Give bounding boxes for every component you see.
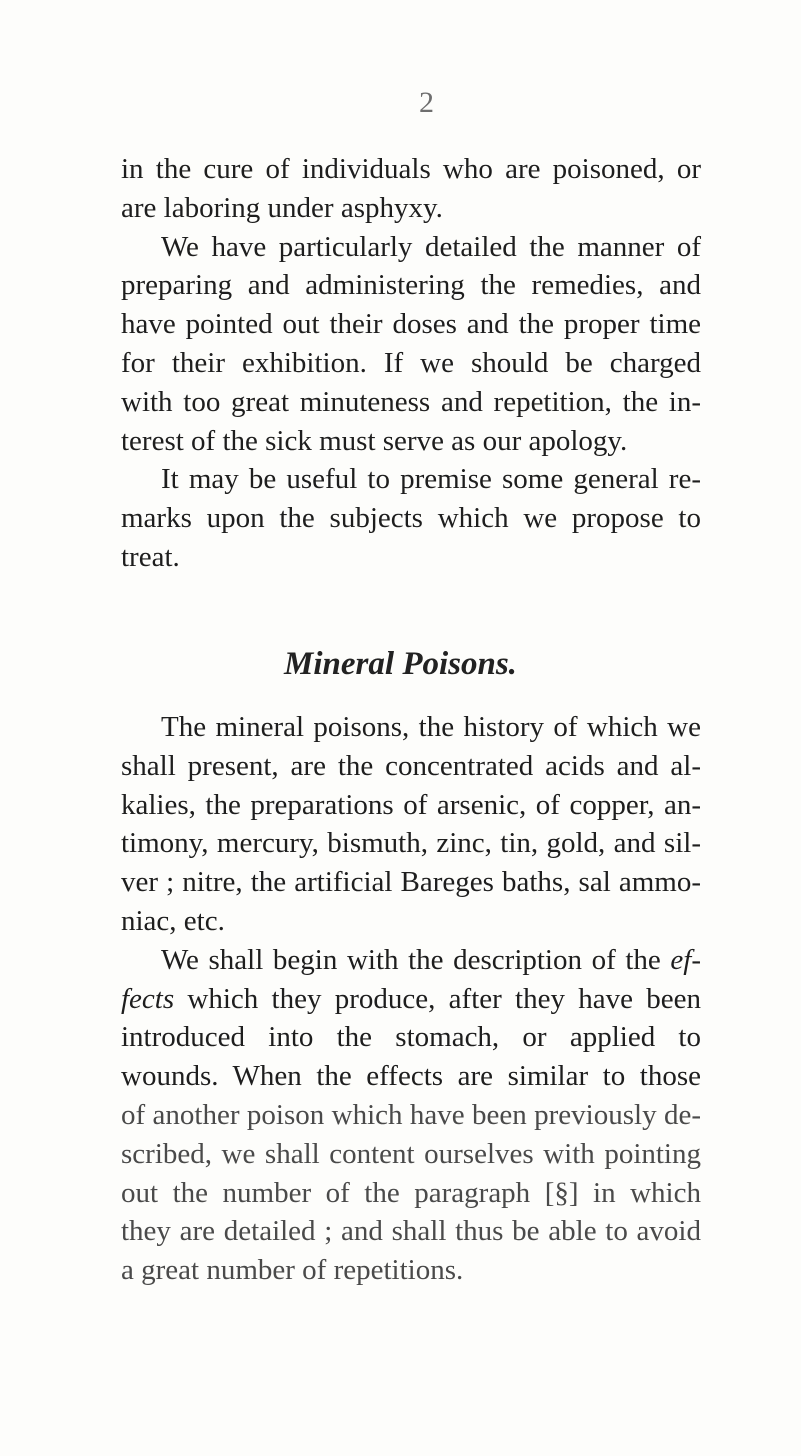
text-line: have pointed out their doses and the proper time bbox=[121, 308, 701, 341]
text-line: of another poison which have been previously de- bbox=[121, 1098, 701, 1131]
italic-word: ef- bbox=[670, 943, 701, 976]
text-line: timony, mercury, bismuth, zinc, tin, gold, and sil- bbox=[121, 827, 701, 860]
text-line: marks upon the subjects which we propose to bbox=[121, 502, 701, 535]
text-fragment: We shall begin with the description of the bbox=[161, 943, 661, 976]
body-text bbox=[121, 708, 701, 1290]
text-line: introduced into the stomach, or applied to bbox=[121, 1021, 701, 1054]
text-line: We have particularly detailed the manner of bbox=[161, 230, 701, 263]
text-line: kalies, the preparations of arsenic, of copper, an- bbox=[121, 788, 701, 821]
text-line: terest of the sick must serve as our apology. bbox=[121, 424, 628, 457]
text-line: for their exhibition. If we should be charged bbox=[121, 346, 701, 379]
text-line: they are detailed ; and shall thus be able to avoid bbox=[121, 1215, 701, 1248]
section-heading: Mineral Poisons. bbox=[284, 646, 517, 682]
text-fragment: which they produce, after they have been bbox=[187, 982, 701, 1015]
text-line: a great number of repetitions. bbox=[121, 1254, 464, 1287]
text-line: are laboring under asphyxy. bbox=[121, 191, 443, 224]
text-line bbox=[121, 941, 701, 980]
italic-word: fects bbox=[121, 982, 175, 1015]
text-line: treat. bbox=[121, 540, 180, 573]
text-line: in the cure of individuals who are poisoned, or bbox=[121, 153, 701, 185]
text-line: niac, etc. bbox=[121, 904, 225, 937]
text-line: It may be useful to premise some general re- bbox=[161, 463, 701, 496]
text-line: scribed, we shall content ourselves with pointing bbox=[121, 1137, 701, 1170]
intro-text bbox=[121, 150, 701, 577]
text-line: The mineral poisons, the history of which we bbox=[161, 711, 701, 743]
text-line: out the number of the paragraph [§] in which bbox=[121, 1176, 701, 1209]
text-line: with too great minuteness and repetition, the in- bbox=[121, 385, 701, 418]
page-number: 2 bbox=[419, 86, 434, 119]
text-line: preparing and administering the remedies, and bbox=[121, 269, 701, 302]
text-line bbox=[121, 980, 701, 1019]
text-line: shall present, are the concentrated acids and al- bbox=[121, 749, 701, 782]
text-line: wounds. When the effects are similar to those bbox=[121, 1060, 701, 1093]
text-line: ver ; nitre, the artificial Bareges baths, sal ammo- bbox=[121, 866, 701, 899]
